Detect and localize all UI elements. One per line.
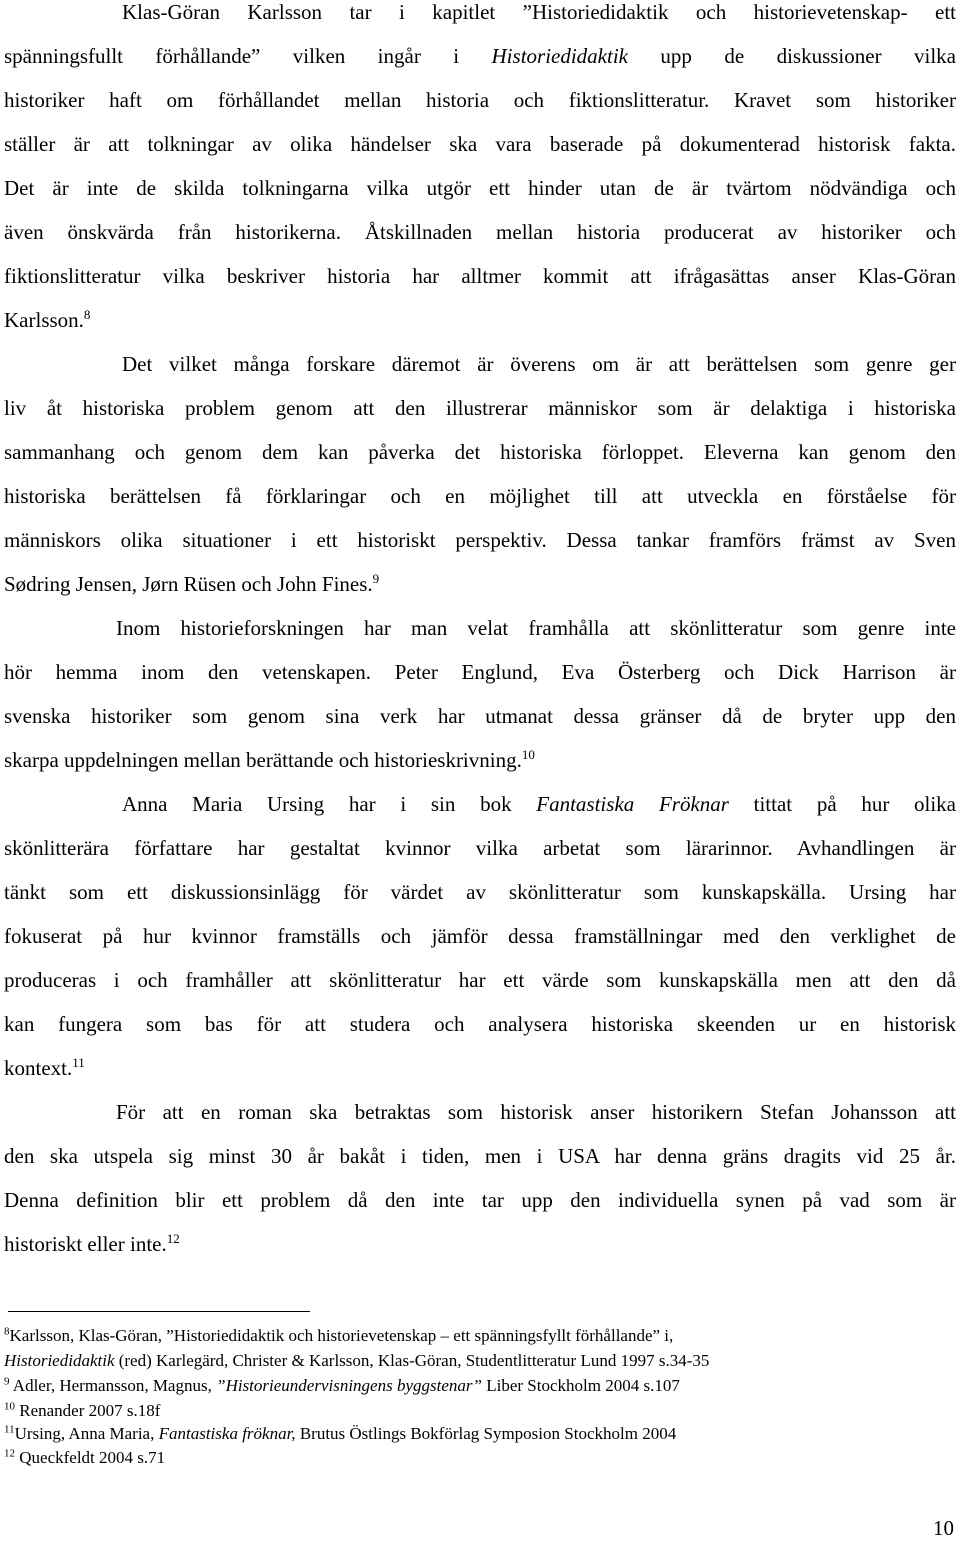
text-line [4,924,956,948]
footnote-reference: 8 [83,307,91,322]
text-run: historiker haft om förhållandet mellan historia och fiktionslitteratur. Kravet som historiker [4,88,956,112]
footnote-reference: 10 [521,747,535,762]
text-run: Ursing, Anna Maria, [14,1424,159,1443]
text-run: historiskt eller inte. [4,1232,167,1256]
footnote-reference: 9 [372,571,380,586]
text-line [4,968,956,992]
text-run: ställer är att tolkningar av olika händelser ska vara baserade på dokumenterad historisk fakta. [4,132,956,156]
italic-text: Fantastiska Fröknar [536,792,729,816]
text-run: produceras i och framhåller att skönlitteratur har ett värde som kunskapskälla men att den då [4,968,956,992]
text-run: Liber Stockholm 2004 s.107 [481,1376,680,1395]
text-line [4,484,956,508]
footnote-divider [8,1311,310,1312]
text-run: Anna Maria Ursing har i sin bok [122,792,537,816]
footnote-reference: 12 [4,1447,15,1460]
footnote-line [4,1326,956,1346]
text-line [4,308,956,332]
text-run: Klas-Göran Karlsson tar i kapitlet ”Historiedidaktik och historievetenskap- ett [122,0,956,24]
text-line [4,748,956,772]
text-run: kontext. [4,1056,73,1080]
text-run: Queckfeldt 2004 s.71 [15,1448,166,1467]
page-number: 10 [933,1516,954,1540]
text-run: fokuserat på hur kvinnor framställs och jämför dessa framställningar med den verklighet de [4,924,956,948]
text-line [4,704,956,728]
text-line [4,176,956,200]
footnote-reference: 8 [4,1325,10,1338]
text-line [4,572,956,596]
text-run: Det vilket många forskare däremot är överens om är att berättelsen som genre ger [122,352,956,376]
text-line [4,132,956,156]
text-run: skönlitterära författare har gestaltat kvinnor vilka arbetat som lärarinnor. Avhandlingen är [4,836,956,860]
footnote-line [4,1401,956,1421]
text-line [4,264,956,288]
text-run: upp de diskussioner vilka [628,44,956,68]
text-run: kan fungera som bas för att studera och analysera historiska skeenden ur en historisk [4,1012,956,1036]
footnote-line [4,1376,956,1396]
footnote-reference: 10 [4,1400,15,1413]
text-run: hör hemma inom den vetenskapen. Peter Englund, Eva Österberg och Dick Harrison är [4,660,956,684]
text-line [4,880,956,904]
text-run: För att en roman ska betraktas som historisk anser historikern Stefan Johansson att [116,1100,956,1124]
text-line [4,352,956,376]
text-line [4,44,956,68]
text-run: svenska historiker som genom sina verk har utmanat dessa gränser då de bryter upp den [4,704,956,728]
italic-text: Fantastiska fröknar, [158,1424,296,1443]
text-run: Karlsson. [4,308,84,332]
text-run: spänningsfullt förhållande” vilken ingår i [4,44,492,68]
text-run: tänkt som ett diskussionsinlägg för värdet av skönlitteratur som kunskapskälla. Ursing har [4,880,956,904]
footnote-reference: 11 [4,1423,15,1436]
text-run: Brutus Östlings Bokförlag Symposion Stockholm 2004 [295,1424,677,1443]
text-run: Denna definition blir ett problem då den inte tar upp den individuella synen på vad som är [4,1188,956,1212]
text-line [4,528,956,552]
text-run: även önskvärda från historikerna. Åtskillnaden mellan historia producerat av historiker och [4,220,956,244]
text-run: tittat på hur olika [728,792,956,816]
text-run: fiktionslitteratur vilka beskriver historia har alltmer kommit att ifrågasättas anser Klas-Göran [4,264,956,288]
footnote-line [4,1448,956,1468]
italic-text: , [457,1351,462,1370]
text-line [4,616,956,640]
text-run: Studentlitteratur Lund 1997 s.34-35 [461,1351,710,1370]
text-run: liv åt historiska problem genom att den illustrerar människor som är delaktiga i historiska [4,396,956,420]
text-line [4,0,956,24]
footnote-line [4,1424,956,1444]
text-line [4,792,956,816]
text-run: skarpa uppdelningen mellan berättande och historieskrivning. [4,748,522,772]
text-line [4,440,956,464]
text-run: Inom historieforskningen har man velat framhålla att skönlitteratur som genre inte [116,616,956,640]
text-line [4,88,956,112]
text-run: Adler, Hermansson, Magnus, [9,1376,217,1395]
text-run: Renander 2007 s.18f [15,1401,161,1420]
text-run: sammanhang och genom dem kan påverka det historiska förloppet. Eleverna kan genom den [4,440,956,464]
footnote-line [4,1351,956,1371]
text-line [4,1012,956,1036]
italic-text: ”Historieundervisningens byggstenar” [216,1376,482,1395]
italic-text: Historiedidaktik [4,1351,115,1370]
text-run: Karlsson, Klas-Göran, ”Historiedidaktik och historievetenskap – ett spänningsfyllt förhållande” i, [9,1326,674,1345]
text-line [4,1144,956,1168]
text-line [4,396,956,420]
text-line [4,660,956,684]
text-run: den ska utspela sig minst 30 år bakåt i tiden, men i USA har denna gräns dragits vid 25 år. [4,1144,956,1168]
footnote-reference: 11 [72,1055,85,1070]
text-line [4,1188,956,1212]
footnote-reference: 12 [166,1231,180,1246]
text-run: människors olika situationer i ett historiskt perspektiv. Dessa tankar framförs främst av Sven [4,528,956,552]
footnote-reference: 9 [4,1375,10,1388]
text-line [4,220,956,244]
text-run: historiska berättelsen få förklaringar och en möjlighet till att utveckla en förståelse för [4,484,956,508]
text-line [4,1100,956,1124]
text-run: Det är inte de skilda tolkningarna vilka utgör ett hinder utan de är tvärtom nödvändiga och [4,176,956,200]
text-run: (red) Karlegärd, Christer & Karlsson, Klas-Göran [114,1351,458,1370]
text-line [4,1056,956,1080]
text-line [4,836,956,860]
italic-text: Historiedidaktik [491,44,628,68]
text-line [4,1232,956,1256]
text-run: Sødring Jensen, Jørn Rüsen och John Fines. [4,572,373,596]
